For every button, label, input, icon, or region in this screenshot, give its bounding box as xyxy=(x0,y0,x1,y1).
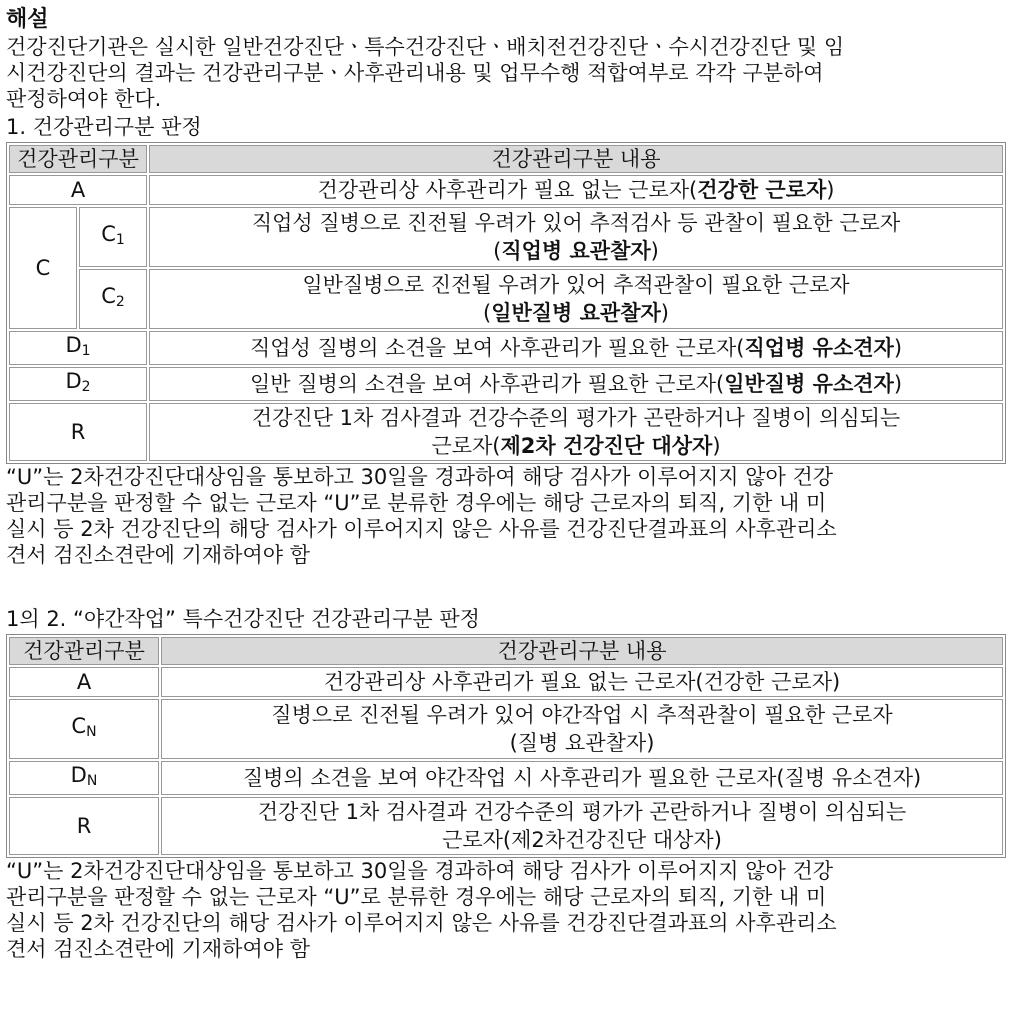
code-cell: C xyxy=(9,207,77,329)
note-paragraph xyxy=(6,464,1018,568)
note2-paragraph xyxy=(6,858,1018,962)
content-cell: 질병의 소견을 보여 야간작업 시 사후관리가 필요한 근로자(질병 유소견자) xyxy=(161,761,1003,795)
table-row xyxy=(9,667,1003,697)
content-cell: 직업성 질병의 소견을 보여 사후관리가 필요한 근로자(직업병 유소견자) xyxy=(149,331,1003,365)
intro-line: 건강진단기관은 실시한 일반건강진단ㆍ특수건강진단ㆍ배치전건강진단ㆍ수시건강진단 및 임 xyxy=(6,35,845,59)
content-cell: 일반질병으로 진전될 우려가 있어 추적관찰이 필요한 근로자 (일반질병 요관찰자) xyxy=(149,269,1003,329)
header-content: 건강관리구분 내용 xyxy=(149,145,1003,173)
table-row xyxy=(9,797,1003,855)
code-cell: $C_2$ xyxy=(79,269,147,329)
code-cell: $C_N$ xyxy=(9,699,159,759)
table-header-row xyxy=(9,145,1003,173)
content-cell: 일반 질병의 소견을 보여 사후관리가 필요한 근로자(일반질병 유소견자) xyxy=(149,367,1003,401)
code-cell: $D_1$ xyxy=(9,331,147,365)
health-classification-table xyxy=(6,142,1006,464)
table-row xyxy=(9,331,1003,365)
note-line: 관리구분을 판정할 수 없는 근로자 “U”로 분류한 경우에는 해당 근로자의 퇴직, 기한 내 미 xyxy=(6,885,827,909)
note-line: 관리구분을 판정할 수 없는 근로자 “U”로 분류한 경우에는 해당 근로자의 퇴직, 기한 내 미 xyxy=(6,491,827,515)
note-line: 실시 등 2차 건강진단의 해당 검사가 이루어지지 않은 사유를 건강진단결과표의 사후관리소 xyxy=(6,911,837,935)
code-cell: $D_2$ xyxy=(9,367,147,401)
section1-title: 1. 건강관리구분 판정 xyxy=(6,115,202,139)
header-classification: 건강관리구분 xyxy=(9,637,159,665)
note-line: 실시 등 2차 건강진단의 해당 검사가 이루어지지 않은 사유를 건강진단결과표의 사후관리소 xyxy=(6,517,837,541)
note-line: “U”는 2차건강진단대상임을 통보하고 30일을 경과하여 해당 검사가 이루어지지 않아 건강 xyxy=(6,465,834,489)
code-cell: A xyxy=(9,667,159,697)
header-content: 건강관리구분 내용 xyxy=(161,637,1003,665)
note-line: 견서 검진소견란에 기재하여야 함 xyxy=(6,543,311,567)
document xyxy=(6,6,1018,962)
note-line: 견서 검진소견란에 기재하여야 함 xyxy=(6,937,311,961)
code-cell: A xyxy=(9,175,147,205)
header-classification: 건강관리구분 xyxy=(9,145,147,173)
content-cell: 건강진단 1차 검사결과 건강수준의 평가가 곤란하거나 질병이 의심되는 근로자(제2차 건강진단 대상자) xyxy=(149,403,1003,461)
table-header-row xyxy=(9,637,1003,665)
content-cell: 건강관리상 사후관리가 필요 없는 근로자(건강한 근로자) xyxy=(149,175,1003,205)
code-cell: R xyxy=(9,403,147,461)
content-cell: 건강관리상 사후관리가 필요 없는 근로자(건강한 근로자) xyxy=(161,667,1003,697)
table-row xyxy=(9,367,1003,401)
content-cell: 직업성 질병으로 진전될 우려가 있어 추적검사 등 관찰이 필요한 근로자 (직업병 요관찰자) xyxy=(149,207,1003,267)
code-cell: $D_N$ xyxy=(9,761,159,795)
section2-title: 1의 2. “야간작업” 특수건강진단 건강관리구분 판정 xyxy=(6,607,480,631)
code-cell: R xyxy=(9,797,159,855)
table-row xyxy=(9,269,1003,329)
table-row xyxy=(9,175,1003,205)
content-cell: 건강진단 1차 검사결과 건강수준의 평가가 곤란하거나 질병이 의심되는 근로자(제2차건강진단 대상자) xyxy=(161,797,1003,855)
intro-line: 시건강진단의 결과는 건강관리구분ㆍ사후관리내용 및 업무수행 적합여부로 각각 구분하여 xyxy=(6,61,824,85)
intro-paragraph xyxy=(6,34,1018,112)
intro-line: 판정하여야 한다. xyxy=(6,87,162,111)
code-cell: $C_1$ xyxy=(79,207,147,267)
night-work-classification-table xyxy=(6,634,1006,858)
content-cell: 질병으로 진전될 우려가 있어 야간작업 시 추적관찰이 필요한 근로자 (질병 요관찰자) xyxy=(161,699,1003,759)
table-row xyxy=(9,403,1003,461)
table-row xyxy=(9,761,1003,795)
table-row xyxy=(9,699,1003,759)
doc-title: 해설 xyxy=(6,7,49,32)
table-row xyxy=(9,207,1003,267)
note-line: “U”는 2차건강진단대상임을 통보하고 30일을 경과하여 해당 검사가 이루어지지 않아 건강 xyxy=(6,859,834,883)
